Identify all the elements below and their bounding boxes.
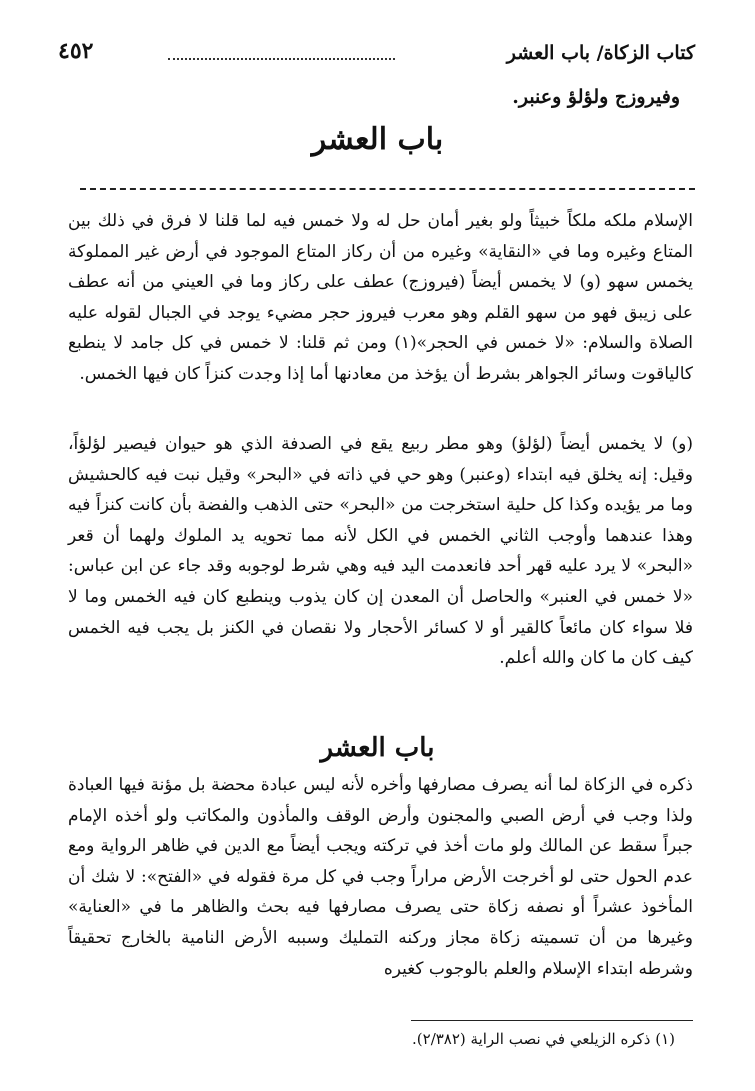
body-paragraph: الإسلام ملكه ملكاً خبيثاً ولو بغير أمان حل له ولا خمس فيه لما قلنا لا فرق في ذلك بين المتاع وغيره وما في «النقاية» وغيره من أن ركاز المتاع الموجود في أرض غير المملوكة يخمس سهو (و) لا يخمس أيضاً (فيروزج) عطف على ركاز وما في العيني من أنه عطف على زيبق فهو من سهو القلم وهو معرب فيروز حجر مضيء يوجد في الجبال لقوله عليه الصلاة والسلام: «لا خمس في الحجر»(١) ومن ثم قلنا: لا خمس في كل جامد لا ينطبع كالياقوت وسائر الجواهر بشرط أن يؤخذ من معادنها أما إذا وجدت كنزاً كان فيها الخمس. <box>68 211 693 384</box>
body-paragraph: (و) لا يخمس أيضاً (لؤلؤ) وهو مطر ربيع يقع في الصدفة الذي هو حيوان فيصير لؤلؤاً، وقيل: إنه يخلق فيه ابتداء (وعنبر) وهو حي في ذاته في «البحر» وقيل نبت فيه كالحشيش وما مر يؤيده وكذا كل حلية استخرجت من «البحر» حتى الذهب والفضة بأن كانت كنزاً فيه وهذا عندهما وأوجب الثاني الخمس في الكل لأنه مما تحويه يد الملوك ولهما أن قعر «البحر» لا يرد عليه قهر أحد فانعدمت اليد فيه وهي شرط لوجوبه وقد جاء عن ابن عباس: «لا خمس في العنبر» والحاصل أن المعدن إن كان يذوب وينطبع كان فيه الخمس وما لا فلا سواء كان مائعاً كالقير أو لا كسائر الأحجار ولا نقصان في الكنز بل يجب فيه الخمس كيف كان ما كان والله أعلم. <box>68 434 693 669</box>
page-header <box>58 38 695 68</box>
page-number: ٤٥٢ <box>58 38 94 64</box>
chapter-title: باب العشر <box>311 122 444 157</box>
body-paragraph: ذكره في الزكاة لما أنه يصرف مصارفها وأخره لأنه ليس عبادة محضة بل مؤنة فيها العبادة ولذا وجب في أرض الصبي والمجنون وأرض الوقف والمأذون والمكاتب ولو أخذه الإمام جبراً سقط عن المالك ولو مات أخذ في تركته ويجب أيضاً مع الدين في ظاهر الرواية ومع عدم الحول حتى لو أخرجت الأرض مراراً وجب في كل مرة فقوله في «الفتح»: لا شك أن المأخوذ عشراً أو نصفه زكاة حتى يصرف مصارفها فيه بحث والظاهر ما في «العناية» وغيرها من أن تسميته زكاة مجاز وركنه التمليك وسببه الأرض النامية بالخارج تحقيقاً وشرطه ابتداء الإسلام والعلم بالوجوب كغيره <box>68 775 693 979</box>
lead-line: وفيروزج ولؤلؤ وعنبر. <box>512 86 680 108</box>
footnote-divider <box>411 1020 693 1021</box>
header-dotted-rule <box>168 58 395 60</box>
section-title: باب العشر <box>320 733 435 763</box>
running-title: كتاب الزكاة/ باب العشر <box>506 42 695 64</box>
dashed-divider <box>80 188 695 190</box>
footnote: (١) ذكره الزيلعي في نصب الراية (٢/٣٨٢). <box>412 1030 675 1048</box>
